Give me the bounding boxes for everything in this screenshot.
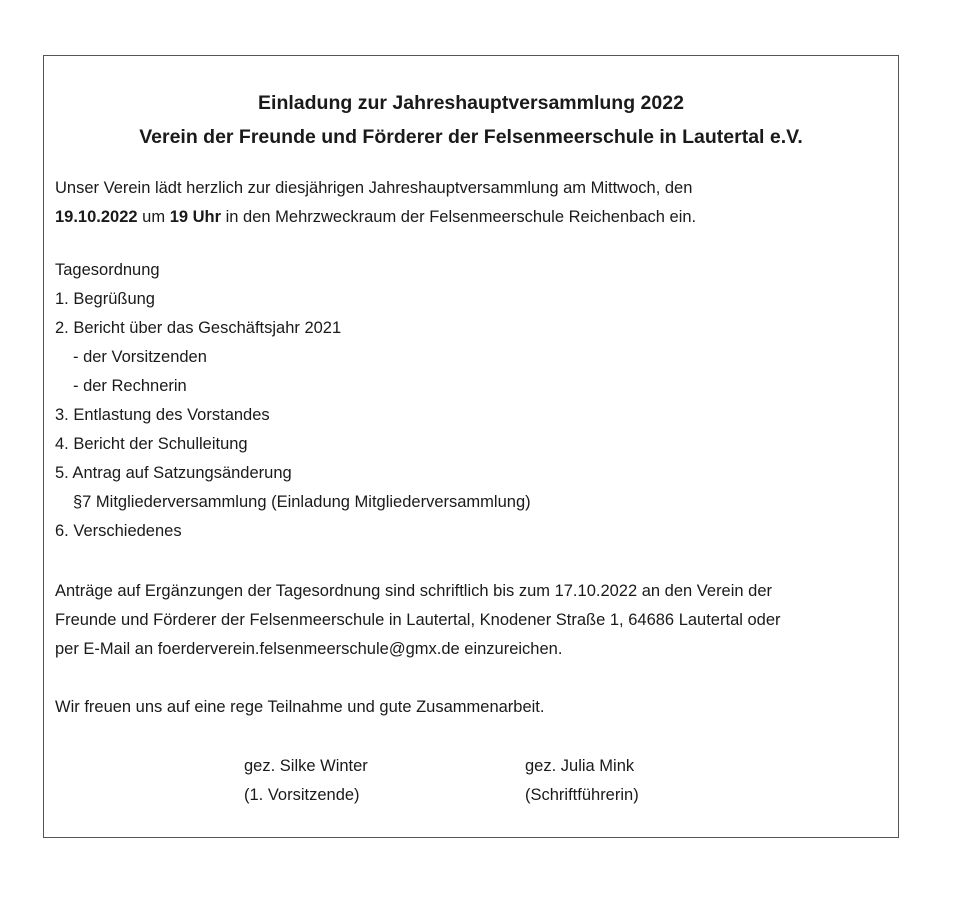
signature-chair xyxy=(244,752,368,810)
signature-role: (Schriftführerin) xyxy=(525,786,639,804)
meeting-time: 19 Uhr xyxy=(169,208,222,226)
agenda-item: 1. Begrüßung xyxy=(55,290,155,308)
intro-rest: in den Mehrzweckraum der Felsenmeerschule Reichenbach ein. xyxy=(221,208,697,226)
requests-line-1: Anträge auf Ergänzungen der Tagesordnung sind schriftlich bis zum 17.10.2022 an den Verein der xyxy=(55,582,773,600)
intro-um: um xyxy=(137,208,170,226)
requests-line-3: per E-Mail an foerderverein.felsenmeerschule@gmx.de einzureichen. xyxy=(55,640,563,658)
agenda-item: 3. Entlastung des Vorstandes xyxy=(55,406,270,424)
agenda-item: 6. Verschiedenes xyxy=(55,522,182,540)
agenda-subitem: - der Vorsitzenden xyxy=(73,348,207,366)
meeting-date: 19.10.2022 xyxy=(55,208,138,226)
document-frame xyxy=(43,55,899,838)
signature-role: (1. Vorsitzende) xyxy=(244,786,360,804)
signature-name: gez. Silke Winter xyxy=(244,757,368,775)
title-line-1: Einladung zur Jahreshauptversammlung 2022 xyxy=(258,92,684,114)
agenda-subitem: - der Rechnerin xyxy=(73,377,187,395)
title-line-2: Verein der Freunde und Förderer der Felsenmeerschule in Lautertal e.V. xyxy=(139,126,803,148)
agenda-item: 2. Bericht über das Geschäftsjahr 2021 xyxy=(55,319,342,337)
intro-line-2 xyxy=(55,203,890,232)
signature-name: gez. Julia Mink xyxy=(525,757,635,775)
agenda-item: 4. Bericht der Schulleitung xyxy=(55,435,248,453)
intro-line-1: Unser Verein lädt herzlich zur diesjährigen Jahreshauptversammlung am Mittwoch, den xyxy=(55,179,693,197)
document-title xyxy=(44,86,898,154)
closing-sentence: Wir freuen uns auf eine rege Teilnahme und gute Zusammenarbeit. xyxy=(55,698,545,716)
requests-paragraph xyxy=(55,577,890,664)
agenda xyxy=(55,256,890,546)
signature-secretary xyxy=(525,752,639,810)
agenda-subitem: §7 Mitgliederversammlung (Einladung Mitgliederversammlung) xyxy=(73,493,531,511)
agenda-heading: Tagesordnung xyxy=(55,261,160,279)
agenda-item: 5. Antrag auf Satzungsänderung xyxy=(55,464,292,482)
requests-line-2: Freunde und Förderer der Felsenmeerschule in Lautertal, Knodener Straße 1, 64686 Lautertal oder xyxy=(55,611,781,629)
intro-paragraph xyxy=(55,174,890,232)
